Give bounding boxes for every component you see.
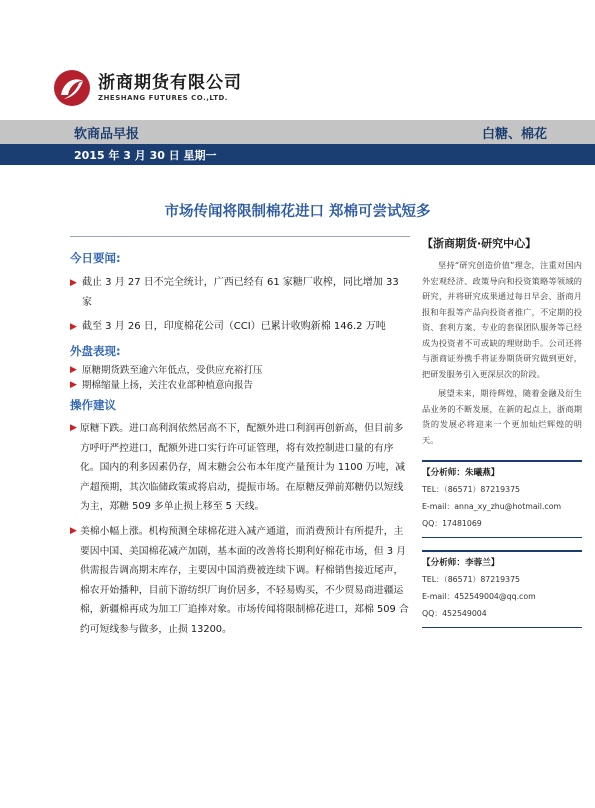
analyst-name: 【分析师：李蓉兰】 [422, 558, 500, 568]
research-center-intro: 坚持“研究创造价值”理念，注重对国内外宏观经济、政策导向和投资策略等领域的研究，并将研究成果通过每日早会、浙商月报和年报等产品向投资者推广，不定期的投资、套利方案、专业的套保团队服务等已经成为投资者不可或缺的理财助手。公司还将与浙商证券携手将证券期货研究做到更好，把研发服务引入更深层次的阶段。 [422, 260, 582, 379]
overseas-item: ▶ 原糖期货跌至逾六年低点，受供应充裕打压 [70, 365, 263, 376]
zheshang-logo-icon [52, 68, 92, 108]
report-date: 2015 年 3 月 30 日 星期一 [74, 149, 217, 162]
analyst-qq: QQ：452549004 [422, 609, 487, 618]
company-logo [52, 68, 242, 108]
analyst-qq: QQ：17481069 [422, 519, 482, 528]
report-topic: 白糖、棉花 [481, 127, 547, 142]
news-item: ▶ 截至 3 月 26 日，印度棉花公司（CCI）已累计收购新棉 146.2 万吨 [70, 317, 410, 337]
triangle-right-icon: ▶ [70, 525, 77, 536]
triangle-right-icon: ▶ [70, 365, 77, 375]
company-name-cn: 浙商期货有限公司 [98, 73, 242, 93]
overseas-item: ▶ 期棉缩量上扬，关注农业部种植意向报告 [70, 380, 254, 391]
advice-paragraph-sugar: ▶ 原糖下跌。进口高利润依然居高不下，配额外进口利润再创新高，但目前多方呼吁严控进口，配额外进口实行许可证管理，将有效控制进口量的有序化。国内的利多因素仍存，周末糖会公布本年度产量预计为 1100 万吨，减产超预期，其次临储政策或将启动，提振市场。在原糖反弹前郑糖仍以短线为主，郑糖 509 多单止损上移至 5 天线。 [70, 419, 410, 517]
triangle-right-icon: ▶ [70, 278, 77, 288]
advice-paragraph-cotton: ▶ 美棉小幅上涨。机构预测全球棉花进入减产通道，而消费预计有所提升，主要因中国、美国棉花减产加剧，基本面的改善将长期利好棉花市场，但 3 月供需报告调高期末库存，主要因中国消费被连续下调。籽棉销售接近尾声，棉农开始播种，目前下游纺织厂询价居多，不轻易购买，不少贸易商进疆运棉，新疆棉再成为加工厂追捧对象。市场传闻将限制棉花进口，郑棉 509 合约可短线参与做多，止损 13200。 [70, 522, 410, 640]
divider [70, 236, 410, 237]
report-headline: 市场传闻将限制棉花进口 郑棉可尝试短多 [164, 204, 431, 220]
triangle-right-icon: ▶ [70, 423, 77, 433]
analyst-email: E-mail：anna_xy_zhu@hotmail.com [422, 502, 562, 511]
analyst-tel: TEL：（86571）87219375 [422, 485, 521, 494]
analyst-email: E-mail：452549004@qq.com [422, 592, 536, 601]
advice-title: 操作建议 [70, 398, 116, 412]
triangle-right-icon: ▶ [70, 322, 77, 332]
analyst-card [422, 550, 582, 628]
news-item: ▶ 截止 3 月 27 日不完全统计，广西已经有 61 家糖厂收榨，同比增加 33 家 [70, 273, 410, 313]
analyst-tel: TEL：（86571）87219375 [422, 575, 521, 584]
report-type: 软商品早报 [74, 127, 140, 142]
left-column [70, 236, 410, 640]
right-column [422, 235, 582, 628]
company-name-en: ZHESHANG FUTURES CO.,LTD. [98, 94, 228, 102]
analyst-name: 【分析师：朱曦燕】 [422, 468, 500, 478]
research-center-outlook: 展望未来，期待辉煌，随着金融及衍生品业务的不断发展，在新的起点上，浙商期货的发展必将迎来一个更加灿烂辉煌的明天。 [422, 388, 582, 445]
overseas-title: 外盘表现: [70, 344, 121, 358]
analyst-card [422, 460, 582, 538]
triangle-right-icon: ▶ [70, 380, 77, 390]
research-center-title: 【浙商期货·研究中心】 [422, 237, 537, 250]
today-focus-title: 今日要闻: [70, 251, 121, 265]
